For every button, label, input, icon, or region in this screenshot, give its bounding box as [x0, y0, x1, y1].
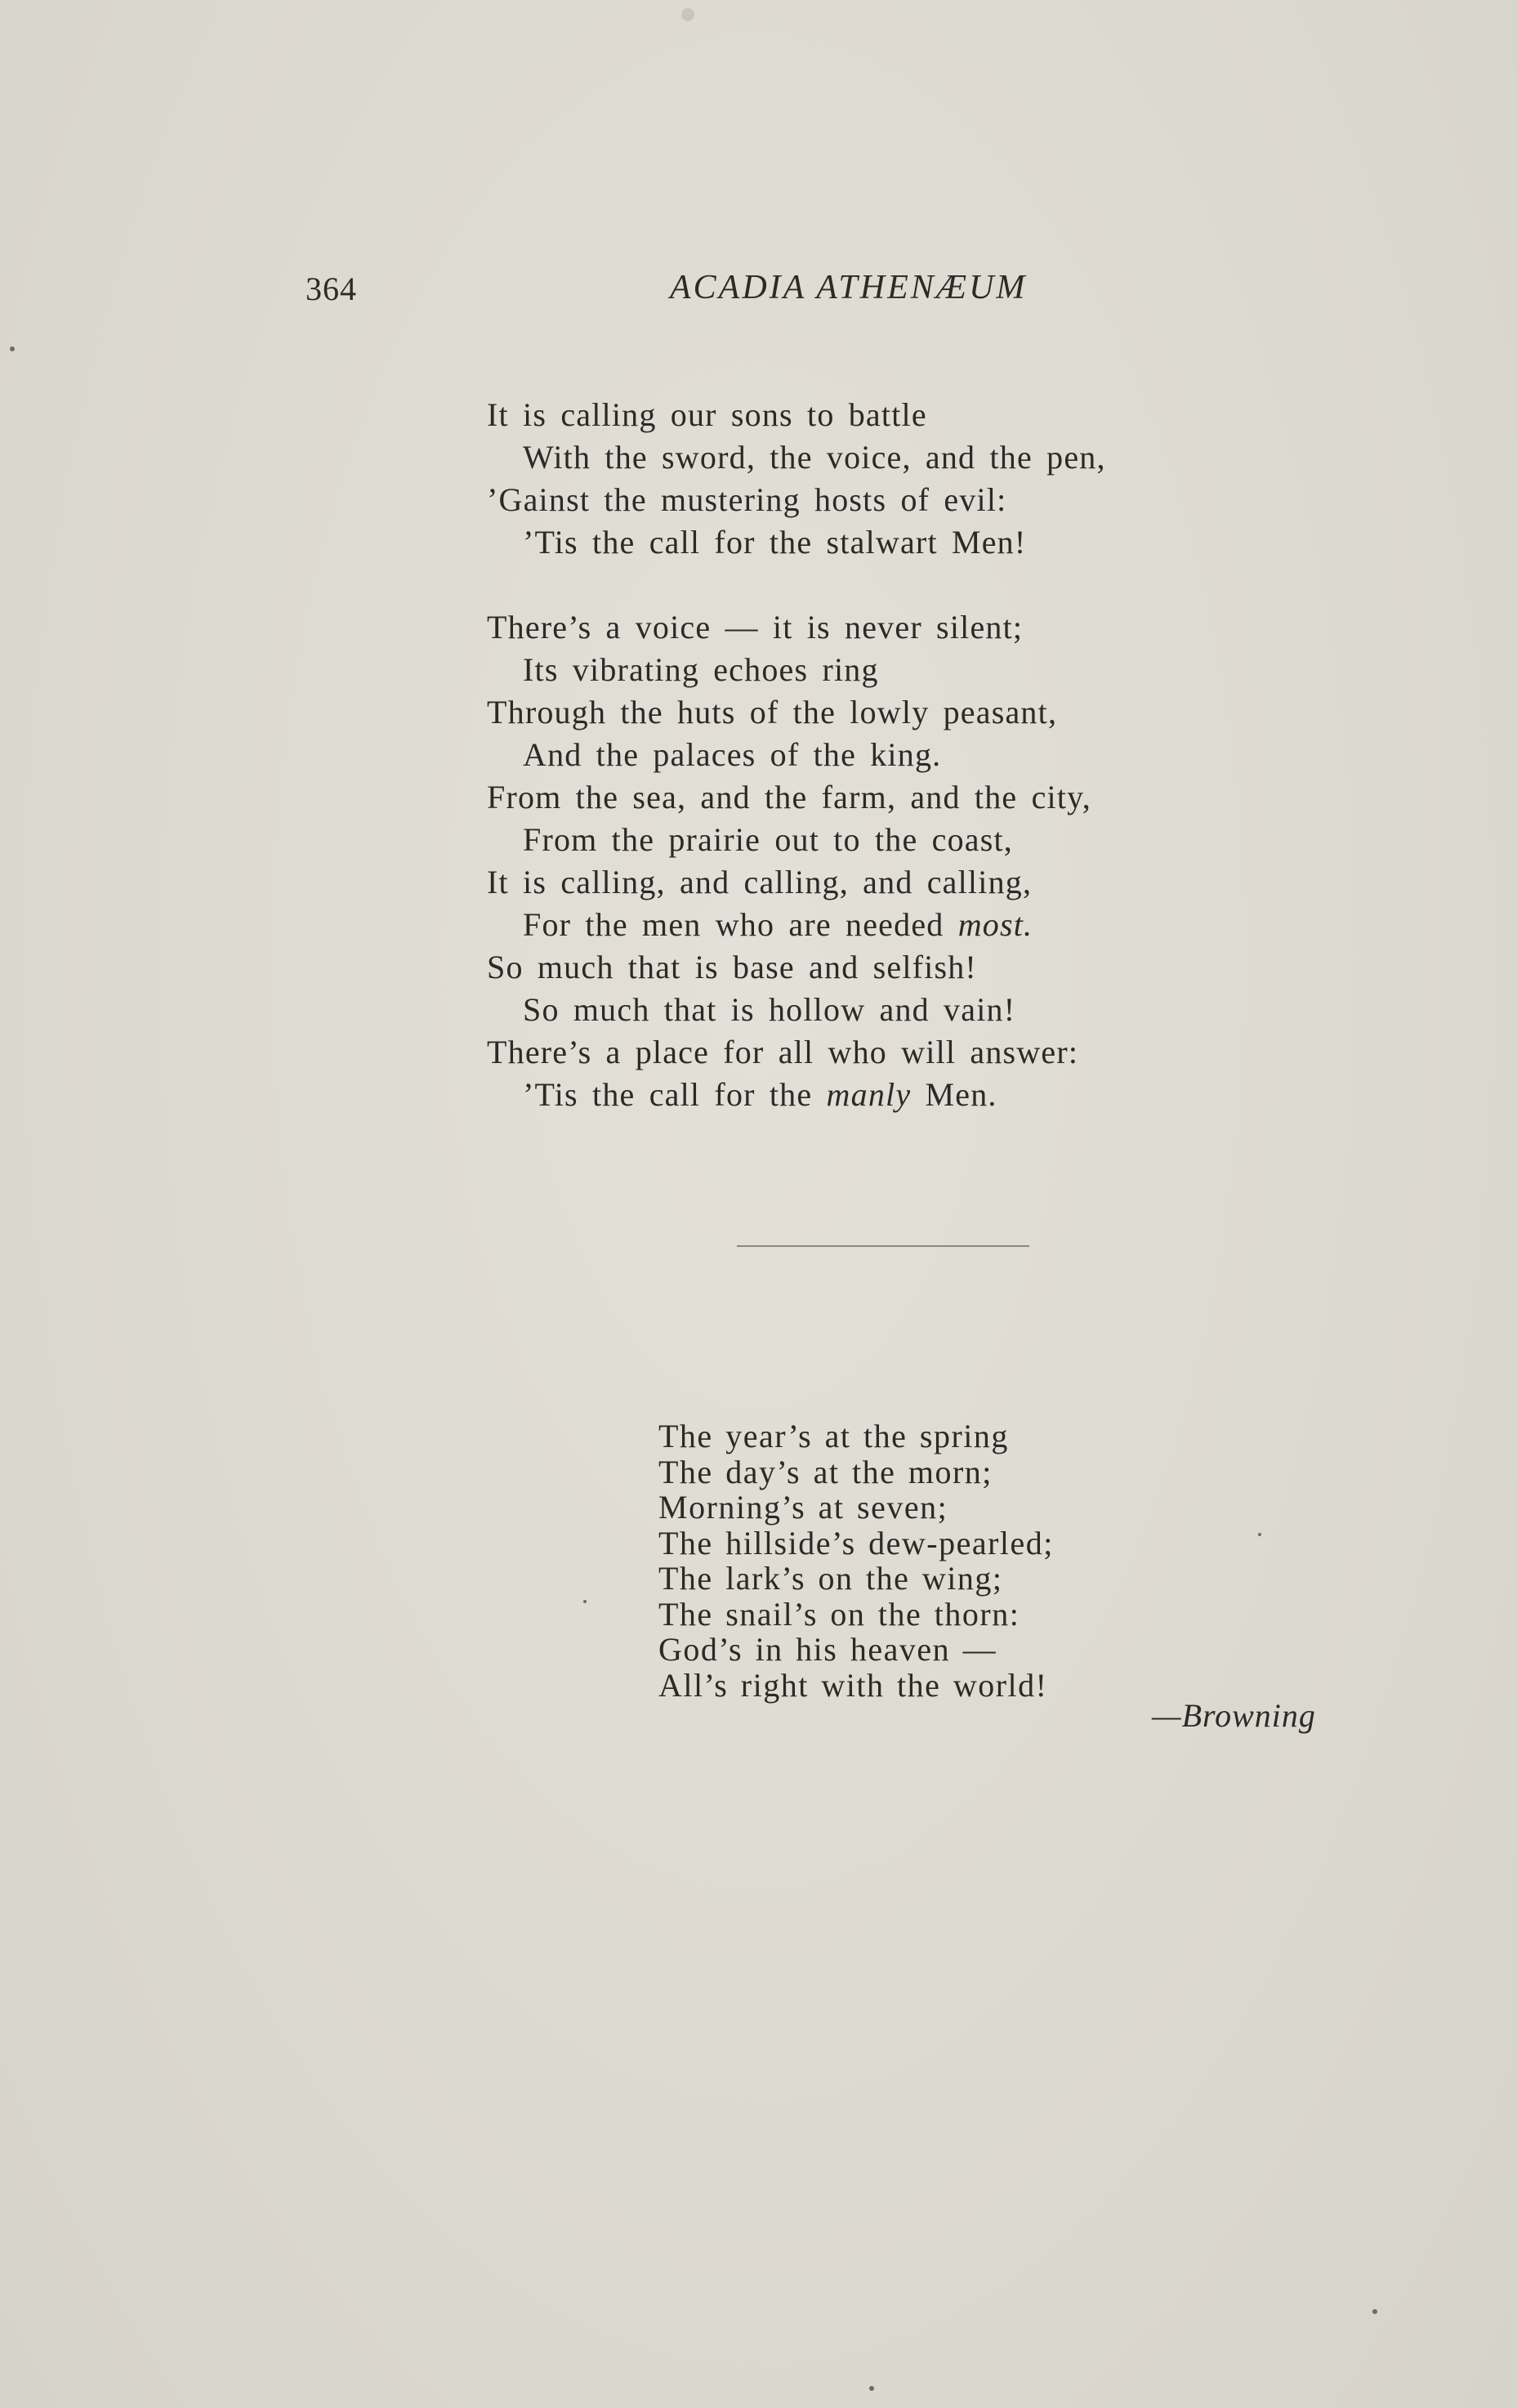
poem-line: It is calling our sons to battle	[487, 396, 927, 433]
poem-pippa	[658, 1418, 1230, 1703]
poem-line	[487, 904, 1304, 946]
emphasis-word: most.	[957, 906, 1033, 943]
poem-line: From the prairie out to the coast,	[523, 821, 1014, 858]
stanza-1	[487, 394, 1304, 564]
poem-line: The hillside’s dew-pearled;	[658, 1524, 1054, 1561]
poem-line: ’Gainst the mustering hosts of evil:	[487, 481, 1007, 518]
stanza-2	[487, 606, 1304, 1116]
poem-men	[487, 394, 1304, 1116]
poem-line: Its vibrating echoes ring	[523, 651, 879, 688]
poem-line: It is calling, and calling, and calling,	[487, 864, 1033, 900]
line-text: ’Tis the call for the	[523, 1076, 827, 1113]
poem-line: The day’s at the morn;	[658, 1453, 993, 1490]
poem-line: And the palaces of the king.	[523, 736, 942, 773]
journal-title: ACADIA ATHENÆUM	[670, 269, 1028, 306]
paper-speck	[869, 2386, 874, 2391]
paper-speck	[681, 8, 694, 21]
paper-speck	[1372, 2309, 1377, 2314]
poem-line: With the sword, the voice, and the pen,	[523, 439, 1106, 476]
poem-line: The year’s at the spring	[658, 1418, 1009, 1454]
paper-speck	[583, 1600, 587, 1603]
poem-line: From the sea, and the farm, and the city,	[487, 779, 1091, 815]
poem-line: There’s a place for all who will answer:	[487, 1034, 1079, 1070]
poem-line: There’s a voice — it is never silent;	[487, 609, 1024, 646]
paper-speck	[10, 346, 15, 351]
poem-line: God’s in his heaven —	[658, 1631, 997, 1668]
page-number: 364	[306, 270, 357, 307]
poem-line: So much that is hollow and vain!	[523, 991, 1016, 1028]
poem-line	[487, 1074, 1304, 1116]
emphasis-word: manly	[826, 1076, 912, 1113]
line-text: Men.	[911, 1076, 997, 1113]
poem-line: The snail’s on the thorn:	[658, 1595, 1020, 1633]
paper-speck	[1258, 1533, 1261, 1536]
running-head	[0, 260, 1517, 309]
section-divider	[737, 1245, 1029, 1247]
poem-line: ’Tis the call for the stalwart Men!	[523, 524, 1027, 561]
attribution: —Browning	[1152, 1697, 1316, 1734]
poem-line: Morning’s at seven;	[658, 1489, 948, 1526]
poem-line: The lark’s on the wing;	[658, 1560, 1003, 1597]
line-text: For the men who are needed	[523, 906, 958, 943]
poem-line: So much that is base and selfish!	[487, 949, 977, 985]
poem-line: Through the huts of the lowly peasant,	[487, 694, 1058, 730]
poem-line: All’s right with the world!	[658, 1666, 1048, 1704]
